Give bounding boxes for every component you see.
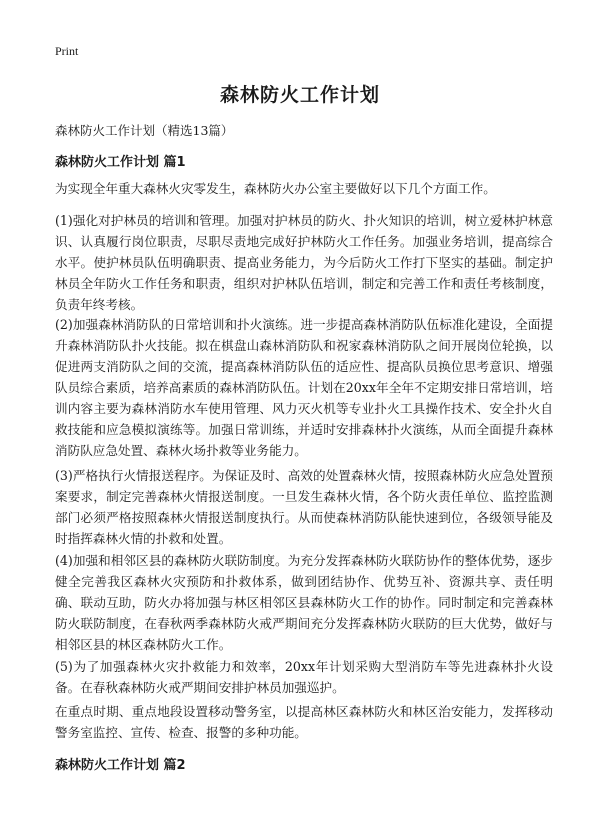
paragraph-6: 在重点时期、重点地段设置移动警务室，以提高林区森林防火和林区治安能力，发挥移动警务室监控、宣传、检查、报警的多种功能。 bbox=[55, 704, 553, 740]
print-link[interactable]: Print bbox=[55, 44, 79, 58]
paragraph-3: (3)严格执行火情报送程序。为保证及时、高效的处置森林火情，按照森林防火应急处置预案要求，制定完善森林火情报送制度。一旦发生森林火情，各个防火责任单位、监控监测部门必须严格按照森林火情报送制度执行。从而使森林消防队能快速到位，各级领导能及时指挥森林火情的扑救和处置。 bbox=[55, 468, 553, 546]
paragraph-2: (2)加强森林消防队的日常培训和扑火演练。进一步提高森林消防队伍标准化建设，全面提升森林消防队扑火技能。拟在棋盘山森林消防队和祝家森林消防队之间开展岗位轮换，以促进两支消防队之间的交流，提高森林消防队伍的适应性、提高队员换位思考意识、增强队员综合素质，培养高素质的森林消防队伍。计划在20xx年全年不定期安排日常培训，培训内容主要为森林消防水车使用管理、风力灭火机等专业扑火工具操作技术、安全扑火自救技能和应急模拟演练等。加强日常训练，并适时安排森林扑火演练，从而全面提升森林消防队应急处置、森林火场扑救等业务能力。 bbox=[55, 317, 553, 458]
paragraph-4: (4)加强和相邻区县的森林防火联防制度。为充分发挥森林防火联防协作的整体优势，逐步健全完善我区森林火灾预防和扑救体系，做到团结协作、优势互补、资源共享、责任明确、联动互助，防火办将加强与林区相邻区县森林防火工作的协作。同时制定和完善森林防火联防制度，在春秋两季森林防火戒严期间充分发挥森林防火联防的巨大优势，做好与相邻区县的林区森林防火工作。 bbox=[55, 553, 553, 652]
paragraph-5: (5)为了加强森林火灾扑救能力和效率，20xx年计划采购大型消防车等先进森林扑火设备。在春秋森林防火戒严期间安排护林员加强巡护。 bbox=[55, 659, 553, 695]
paragraph-1: (1)强化对护林员的培训和管理。加强对护林员的防火、扑火知识的培训，树立爱林护林意识、认真履行岗位职责，尽职尽责地完成好护林防火工作任务。加强业务培训，提高综合水平。使护林员队伍明确职责、提高业务能力，为今后防火工作打下坚实的基础。制定护林员全年防火工作任务和职责，组织对护林队伍培训，制定和完善工作和责任考核制度，负责年终考核。 bbox=[55, 213, 553, 312]
section-heading-2: 森林防火工作计划 篇2 bbox=[55, 758, 186, 773]
section-heading-1: 森林防火工作计划 篇1 bbox=[55, 155, 186, 170]
page-title: 森林防火工作计划 bbox=[219, 84, 380, 106]
paragraph-intro: 为实现全年重大森林火灾零发生，森林防火办公室主要做好以下几个方面工作。 bbox=[55, 181, 496, 196]
document-subtitle: 森林防火工作计划（精选13篇） bbox=[55, 123, 234, 138]
